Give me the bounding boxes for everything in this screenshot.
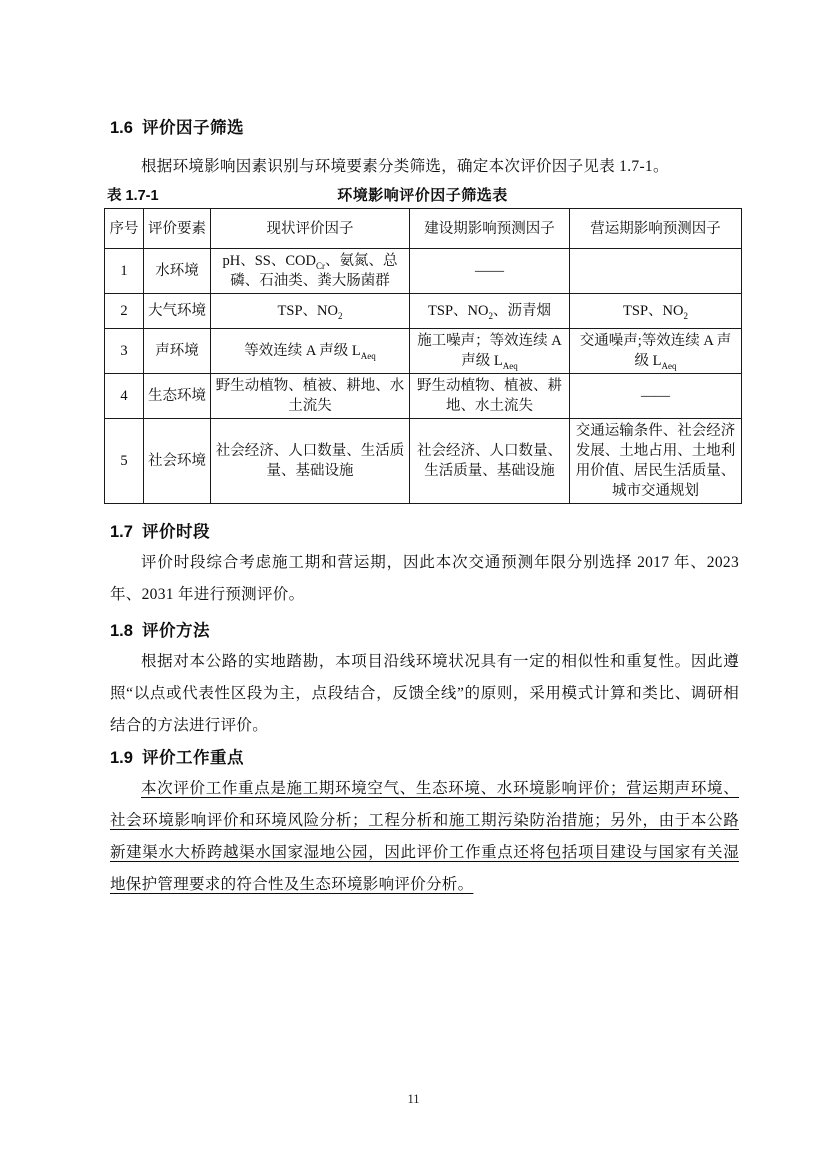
table-caption [104,186,741,206]
section-1-7-paragraph: 评价时段综合考虑施工期和营运期，因此本次交通预测年限分别选择 2017 年、2023 年、2031 年进行预测评价。 [110,554,739,603]
cell-operation: —— [570,374,742,419]
section-number: 1.7 [110,523,133,541]
page-number: 11 [407,1092,420,1106]
section-number: 1.8 [110,622,133,640]
cell-current: 社会经济、人口数量、生活质量、基础设施 [211,419,410,504]
table-row [105,329,742,374]
cell-current: 等效连续 A 声级 $L_{Aeq}$ [211,329,410,374]
cell-current: 野生动植物、植被、耕地、水土流失 [211,374,410,419]
section-1-7-heading [110,520,741,544]
section-title: 评价时段 [141,523,210,541]
table-row [105,374,742,419]
cell-no: 5 [105,419,144,504]
cell-no: 1 [105,249,144,294]
table-row [105,249,742,294]
section-title: 评价工作重点 [141,749,244,767]
col-header-construction: 建设期影响预测因子 [410,209,570,249]
cell-construction: TSP、$NO_2$、沥青烟 [410,294,570,329]
table-row [105,294,742,329]
cell-construction: 野生动植物、植被、耕地、水土流失 [410,374,570,419]
section-1-8-heading [110,619,741,643]
section-1-6-paragraph: 根据环境影响因素识别与环境要素分类筛选，确定本次评价因子见表 1.7-1。 [141,158,669,175]
cell-no: 3 [105,329,144,374]
section-1-9-heading [110,746,741,770]
cell-element: 声环境 [144,329,211,374]
cell-element: 水环境 [144,249,211,294]
section-number: 1.9 [110,749,133,767]
cell-operation: 交通噪声;等效连续 A 声级 $L_{Aeq}$ [570,329,742,374]
cell-element: 社会环境 [144,419,211,504]
cell-operation: TSP、$NO_2$ [570,294,742,329]
section-title: 评价方法 [141,622,210,640]
col-header-operation: 营运期影响预测因子 [570,209,742,249]
col-header-element: 评价要素 [144,209,211,249]
section-number: 1.6 [110,119,133,137]
cell-element: 生态环境 [144,374,211,419]
cell-operation [570,249,742,294]
table-label: 表 1.7-1 [107,188,159,204]
cell-construction: 社会经济、人口数量、生活质量、基础设施 [410,419,570,504]
table-title: 环境影响评价因子筛选表 [337,187,508,204]
col-header-current: 现状评价因子 [211,209,410,249]
cell-current: pH、SS、$COD_{Cr}$、氨氮、总磷、石油类、粪大肠菌群 [211,249,410,294]
section-1-6-heading [110,116,741,140]
section-title: 评价因子筛选 [141,119,244,137]
table-header-row [105,209,742,249]
cell-operation: 交通运输条件、社会经济发展、土地占用、土地利用价值、居民生活质量、城市交通规划 [570,419,742,504]
factor-screening-table [104,208,742,504]
cell-no: 4 [105,374,144,419]
page-content [104,116,741,901]
section-1-9-paragraph: 本次评价工作重点是施工期环境空气、生态环境、水环境影响评价；营运期声环境、社会环境影响评价和环境风险分析；工程分析和施工期污染防治措施；另外，由于本公路新建渠水大桥跨越渠水国家湿地公园，因此评价工作重点还将包括项目建设与国家有关湿地保护管理要求的符合性及生态环境影响评价分析。 [110,780,739,893]
cell-current: TSP、$NO_2$ [211,294,410,329]
table-row [105,419,742,504]
col-header-no: 序号 [105,209,144,249]
cell-no: 2 [105,294,144,329]
cell-element: 大气环境 [144,294,211,329]
cell-construction: 施工噪声；等效连续 A 声级 $L_{Aeq}$ [410,329,570,374]
cell-construction: —— [410,249,570,294]
section-1-8-paragraph: 根据对本公路的实地踏勘，本项目沿线环境状况具有一定的相似性和重复性。因此遵照“以点或代表性区段为主，点段结合，反馈全线”的原则，采用模式计算和类比、调研相结合的方法进行评价。 [110,653,739,734]
